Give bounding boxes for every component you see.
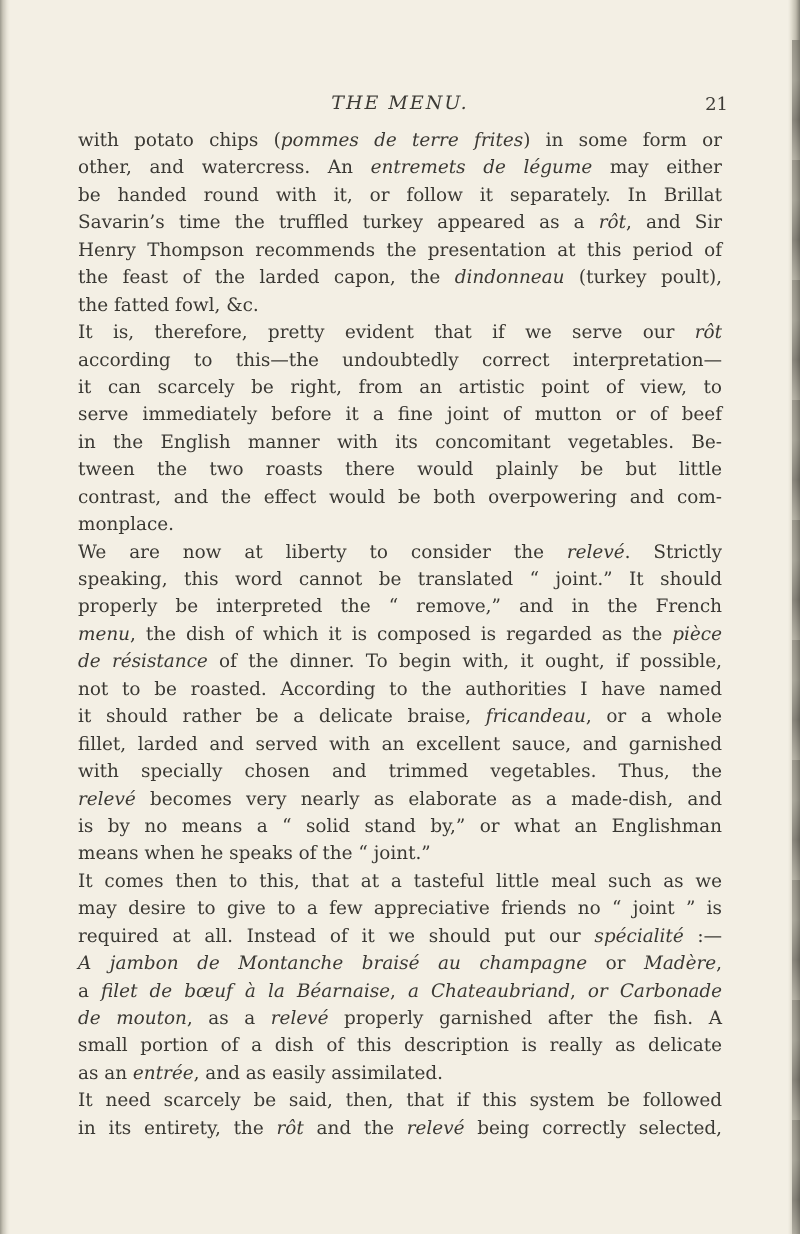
text-line [78,703,722,730]
text-segment: , the dish of which it is composed is regarded as the [130,623,673,645]
text-segment: it should rather be a delicate braise, [78,706,486,728]
text-segment: may either [592,157,722,179]
text-line [78,374,722,401]
book-binding-shadow [792,40,800,1234]
italic-text: relevé [270,1008,329,1029]
text-segment: , and as easily assimilated. [193,1062,444,1084]
italic-text: or Carbonade [587,980,722,1002]
text-line [78,621,722,648]
text-line [78,868,722,895]
text-segment: (turkey poult), [564,267,722,289]
italic-text: fricandeau [485,706,586,728]
italic-text: entrée [132,1062,194,1084]
running-head [0,92,800,122]
text-segment: properly be interpreted the “ remove,” and in the French [78,596,722,618]
text-segment: be handed round with it, or follow it separately. In Brillat [78,184,722,206]
text-segment: contrast, and the effect would be both overpowering and com- [78,486,722,508]
text-segment: It need scarcely be said, then, that if this system be followed [78,1090,722,1112]
text-line [78,566,722,593]
page-left-edge [0,0,10,1234]
text-line [78,1087,722,1114]
italic-text: rôt [276,1117,304,1139]
text-line [78,401,722,428]
text-segment: according to this—the undoubtedly correct interpretation— [78,349,722,371]
body-text [78,127,722,1142]
text-line [78,209,722,236]
italic-text: dindonneau [454,267,565,289]
text-segment: ) in some form or [523,130,722,151]
text-line [78,1115,722,1142]
italic-text: filet de bœuf à la Béarnaise [101,980,391,1002]
text-segment: a [78,980,102,1002]
text-line [78,950,722,977]
text-line [78,429,722,456]
running-title: THE MENU. [331,92,469,114]
text-line [78,840,722,867]
text-segment: , as a [186,1008,271,1029]
text-segment: as an [78,1062,133,1084]
text-segment: of the dinner. To begin with, it ought, if possible, [207,651,722,673]
text-segment: being correctly selected, [464,1117,722,1139]
text-line [78,758,722,785]
text-segment: other, and watercress. An [78,157,371,179]
text-segment: and the [303,1117,407,1139]
italic-text: pommes de terre frites [280,130,524,151]
text-segment: It is, therefore, pretty evident that if we serve our [78,322,695,344]
italic-text: menu [78,623,131,645]
text-line [78,593,722,620]
italic-text: relevé [566,541,625,563]
text-segment: serve immediately before it a fine joint of mutton or of beef [78,404,722,426]
text-segment: the feast of the larded capon, the [78,267,455,289]
text-line [78,648,722,675]
text-segment: tween the two roasts there would plainly be but little [78,459,722,481]
italic-text: Madère [644,953,717,975]
italic-text: de mouton [78,1008,187,1029]
text-line [78,539,722,566]
text-segment: in its entirety, the [78,1117,277,1139]
text-segment: required at all. Instead of it we should put our [78,925,595,947]
text-segment: it can scarcely be right, from an artistic point of view, to [78,376,722,398]
text-line [78,237,722,264]
text-segment: in the English manner with its concomitant vegetables. Be- [78,431,722,453]
text-segment: is by no means a “ solid stand by,” or what an Englishman [78,815,722,837]
text-line [78,347,722,374]
text-segment: small portion of a dish of this description is really as delicate [78,1035,722,1057]
text-segment: means when he speaks of the “ joint.” [78,843,431,865]
text-line [78,731,722,758]
text-line [78,813,722,840]
text-segment: or [587,953,644,975]
text-segment: It comes then to this, that at a tasteful little meal such as we [78,870,722,892]
text-segment: , [390,980,408,1002]
italic-text: relevé [78,788,136,810]
text-line [78,319,722,346]
italic-text: relevé [406,1117,465,1139]
text-segment: becomes very nearly as elaborate as a made-dish, and [135,788,722,810]
italic-text: pièce [672,623,722,645]
text-line [78,456,722,483]
text-line [78,264,722,291]
italic-text: entremets de légume [370,157,593,179]
text-segment: , or a whole [585,706,722,728]
text-segment: speaking, this word cannot be translated “ joint.” It should [78,569,722,590]
text-line [78,511,722,538]
text-line [78,786,722,813]
text-segment: Henry Thompson recommends the presentation at this period of [78,239,722,261]
text-segment: monplace. [78,514,175,536]
text-line [78,484,722,511]
text-segment: , [716,953,722,975]
text-line [78,923,722,950]
text-segment: with potato chips ( [78,130,281,151]
text-segment: may desire to give to a few appreciative friends no “ joint ” is [78,898,722,920]
text-segment: We are now at liberty to consider the [78,541,567,563]
text-line [78,1032,722,1059]
text-segment: fillet, larded and served with an excellent sauce, and garnished [78,733,722,755]
text-line [78,1060,722,1087]
text-segment: properly garnished after the fish. A [328,1008,722,1029]
italic-text: de résistance [78,651,208,673]
text-segment: the fatted fowl, &c. [78,294,259,316]
text-line [78,1005,722,1032]
text-segment: , [569,980,588,1002]
italic-text: rôt [598,212,627,234]
text-line [78,676,722,703]
text-line [78,292,722,319]
italic-text: spécialité [594,925,684,947]
text-line [78,978,722,1005]
text-line [78,154,722,181]
text-line [78,895,722,922]
italic-text: rôt [694,322,722,344]
text-segment: :— [683,925,722,947]
text-line [78,127,722,154]
italic-text: A jambon de Montanche braisé au champagne [78,953,588,975]
text-segment: , and Sir [626,212,722,234]
page-number: 21 [705,94,728,115]
italic-text: a Chateaubriand [407,980,570,1002]
text-segment: . Strictly [624,541,722,563]
text-segment: with specially chosen and trimmed vegetables. Thus, the [78,761,722,783]
text-segment: not to be roasted. According to the authorities I have named [78,678,722,700]
text-segment: Savarin’s time the truffled turkey appeared as a [78,212,599,234]
text-line [78,182,722,209]
